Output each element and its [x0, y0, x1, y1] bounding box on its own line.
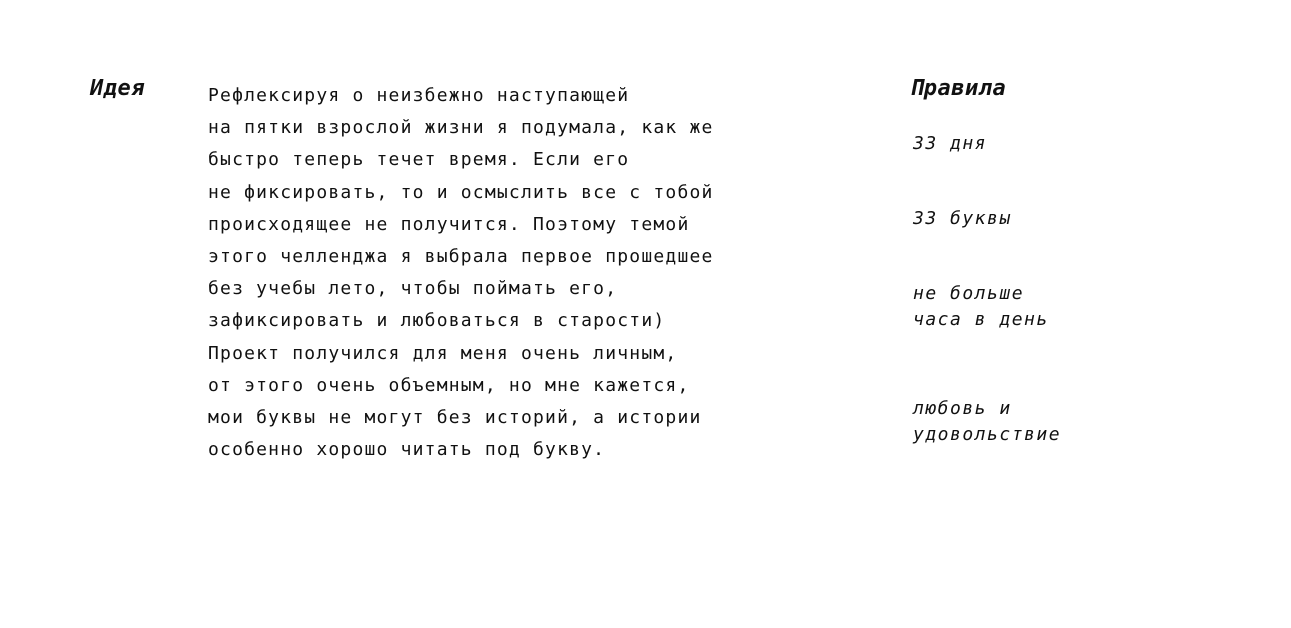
- idea-line: быстро теперь течет время. Если его: [208, 149, 630, 171]
- idea-paragraph: [208, 80, 768, 466]
- idea-heading: Идея: [90, 76, 145, 101]
- rule-line: любовь и: [913, 398, 1012, 419]
- rule-line: часа в день: [913, 309, 1049, 330]
- idea-line: зафиксировать и любоваться в старости): [208, 310, 666, 332]
- rule-line: не больше: [913, 283, 1025, 304]
- idea-line: без учебы лето, чтобы поймать его,: [208, 278, 618, 300]
- rule-line: 33 дня: [913, 133, 988, 154]
- rules-heading: Правила: [910, 76, 1007, 101]
- rule-item-letters: [913, 206, 1012, 232]
- rule-item-days: [913, 131, 987, 157]
- idea-line: этого челленджа я выбрала первое прошедшее: [208, 246, 714, 268]
- idea-line: особенно хорошо читать под букву.: [208, 439, 606, 461]
- rule-line: 33 буквы: [913, 208, 1012, 229]
- idea-line: не фиксировать, то и осмыслить все с тобой: [208, 181, 714, 203]
- rule-item-love: [913, 396, 1061, 448]
- rule-item-time-limit: [913, 281, 1049, 333]
- rule-line: удовольствие: [913, 424, 1062, 445]
- idea-line: Проект получился для меня очень личным,: [208, 342, 678, 364]
- idea-line: на пятки взрослой жизни я подумала, как же: [208, 117, 714, 139]
- idea-line: происходящее не получится. Поэтому темой: [208, 213, 690, 235]
- idea-line: мои буквы не могут без историй, а истории: [208, 407, 702, 429]
- idea-line: от этого очень объемным, но мне кажется,: [208, 374, 690, 396]
- idea-line: Рефлексируя о неизбежно наступающей: [208, 85, 630, 106]
